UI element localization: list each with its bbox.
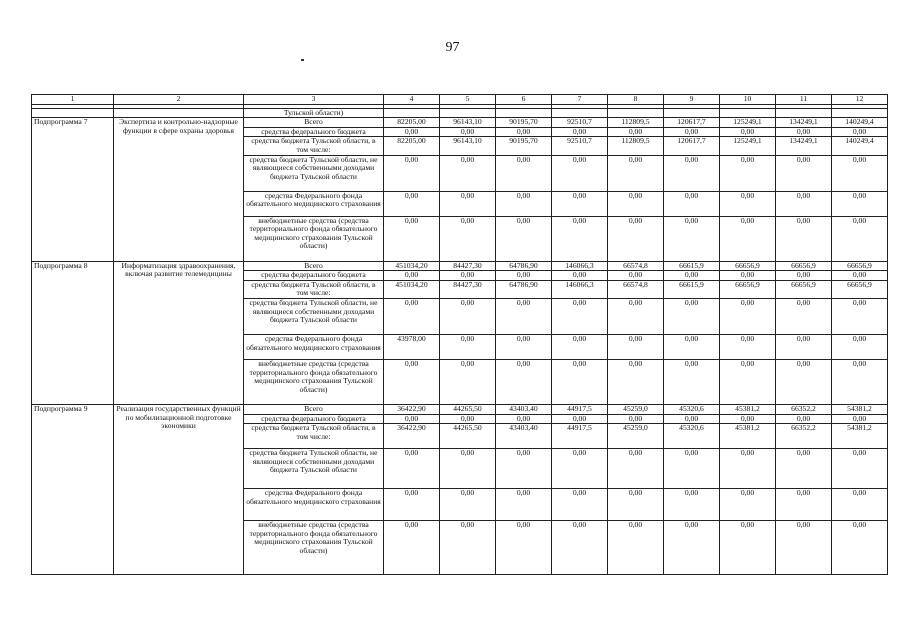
amount-cell: 0,00 [440, 216, 496, 261]
amount-cell: 0,00 [720, 191, 776, 216]
amount-cell: 0,00 [832, 271, 888, 281]
amount-cell: 0,00 [664, 191, 720, 216]
amount-cell: 84427,30 [440, 261, 496, 271]
amount-cell: 82205,00 [384, 118, 440, 128]
amount-cell: 0,00 [440, 298, 496, 334]
amount-cell: 0,00 [832, 216, 888, 261]
amount-cell: 0,00 [776, 155, 832, 191]
amount-cell: 0,00 [832, 359, 888, 404]
column-number: 2 [114, 95, 244, 105]
amount-cell: 140249,4 [832, 118, 888, 128]
amount-cell: 0,00 [440, 271, 496, 281]
amount-cell: 0,00 [776, 359, 832, 404]
funding-source-label: внебюджетные средства (средства территориального фонда обязательного медицинского страхования Тульской области) [244, 359, 384, 404]
table-row [32, 261, 888, 271]
column-number: 7 [552, 95, 608, 105]
amount-cell: 0,00 [440, 191, 496, 216]
amount-cell: 0,00 [384, 216, 440, 261]
amount-cell: 66352,2 [776, 404, 832, 414]
amount-cell: 0,00 [720, 359, 776, 404]
amount-cell: 0,00 [664, 334, 720, 359]
budget-table [31, 94, 888, 575]
amount-cell: 43978,00 [384, 334, 440, 359]
amount-cell: 0,00 [384, 489, 440, 521]
column-number: 6 [496, 95, 552, 105]
amount-cell: 0,00 [384, 127, 440, 137]
amount-cell: 140249,4 [832, 137, 888, 155]
amount-cell: 0,00 [608, 489, 664, 521]
column-number: 3 [244, 95, 384, 105]
funding-source-label: средства федерального бюджета [244, 271, 384, 281]
subprogram-code: Подпрограмма 7 [32, 118, 114, 261]
subprogram-name: Реализация государственных функций по мобилизационной подготовке экономики [114, 404, 244, 574]
amount-cell: 0,00 [552, 521, 608, 575]
amount-cell: 0,00 [496, 216, 552, 261]
amount-cell: 36422,90 [384, 424, 440, 449]
amount-cell: 134249,1 [776, 137, 832, 155]
amount-cell: 0,00 [552, 271, 608, 281]
amount-cell: 0,00 [496, 489, 552, 521]
amount-cell: 0,00 [664, 298, 720, 334]
amount-cell: 112809,5 [608, 137, 664, 155]
amount-cell: 146066,3 [552, 280, 608, 298]
funding-source-label: средства бюджета Тульской области, не являющиеся собственными доходами бюджета Тульской области [244, 298, 384, 334]
amount-cell: 66656,9 [776, 261, 832, 271]
amount-cell: 0,00 [720, 334, 776, 359]
funding-source-label: средства бюджета Тульской области, не являющиеся собственными доходами бюджета Тульской области [244, 449, 384, 489]
amount-cell: 0,00 [384, 298, 440, 334]
amount-cell: 64786,90 [496, 280, 552, 298]
funding-source-label: внебюджетные средства (средства территориального фонда обязательного медицинского страхования Тульской области) [244, 521, 384, 575]
amount-cell: 45381,2 [720, 424, 776, 449]
funding-source-label: средства бюджета Тульской области, не являющиеся собственными доходами бюджета Тульской области [244, 155, 384, 191]
amount-cell: 0,00 [384, 521, 440, 575]
amount-cell: 0,00 [664, 489, 720, 521]
amount-cell: 64786,90 [496, 261, 552, 271]
amount-cell: 0,00 [440, 359, 496, 404]
amount-cell: 0,00 [608, 414, 664, 424]
amount-cell: 0,00 [720, 127, 776, 137]
amount-cell: 0,00 [496, 334, 552, 359]
amount-cell: 0,00 [384, 359, 440, 404]
amount-cell: 66656,9 [720, 280, 776, 298]
amount-cell: 0,00 [776, 414, 832, 424]
amount-cell: 0,00 [608, 216, 664, 261]
amount-cell: 0,00 [496, 521, 552, 575]
amount-cell: 0,00 [720, 449, 776, 489]
amount-cell: 0,00 [664, 155, 720, 191]
amount-cell: 0,00 [664, 521, 720, 575]
column-number: 8 [608, 95, 664, 105]
amount-cell: 66615,9 [664, 261, 720, 271]
amount-cell: 44265,50 [440, 404, 496, 414]
amount-cell: 66656,9 [720, 261, 776, 271]
amount-cell: 0,00 [664, 127, 720, 137]
amount-cell: 45320,6 [664, 424, 720, 449]
amount-cell: 54381,2 [832, 404, 888, 414]
amount-cell: 0,00 [440, 521, 496, 575]
amount-cell: 0,00 [496, 414, 552, 424]
amount-cell: 84427,30 [440, 280, 496, 298]
amount-cell: 0,00 [664, 414, 720, 424]
amount-cell: 0,00 [832, 414, 888, 424]
amount-cell: 0,00 [664, 216, 720, 261]
amount-cell: 66656,9 [776, 280, 832, 298]
amount-cell: 0,00 [776, 298, 832, 334]
amount-cell: 0,00 [496, 127, 552, 137]
amount-cell: 0,00 [720, 521, 776, 575]
amount-cell: 43403,40 [496, 404, 552, 414]
funding-source-label: средства бюджета Тульской области, в том числе: [244, 424, 384, 449]
amount-cell: 0,00 [440, 334, 496, 359]
amount-cell: 82205,00 [384, 137, 440, 155]
column-number: 1 [32, 95, 114, 105]
amount-cell: 0,00 [440, 127, 496, 137]
amount-cell: 120617,7 [664, 137, 720, 155]
amount-cell: 451034,20 [384, 261, 440, 271]
amount-cell: 0,00 [608, 449, 664, 489]
amount-cell: 44917,5 [552, 424, 608, 449]
amount-cell: 0,00 [552, 359, 608, 404]
funding-source-label: средства Федерального фонда обязательного медицинского страхования [244, 489, 384, 521]
funding-source-label: Всего [244, 261, 384, 271]
amount-cell: 92510,7 [552, 137, 608, 155]
column-number: 10 [720, 95, 776, 105]
amount-cell: 0,00 [384, 449, 440, 489]
amount-cell: 0,00 [384, 191, 440, 216]
amount-cell: 0,00 [776, 521, 832, 575]
amount-cell: 45381,2 [720, 404, 776, 414]
amount-cell: 125249,1 [720, 118, 776, 128]
amount-cell: 0,00 [608, 191, 664, 216]
column-number: 5 [440, 95, 496, 105]
amount-cell: 0,00 [832, 191, 888, 216]
amount-cell: 0,00 [776, 127, 832, 137]
amount-cell: 0,00 [384, 155, 440, 191]
amount-cell: 0,00 [664, 359, 720, 404]
amount-cell: 43403,40 [496, 424, 552, 449]
amount-cell: 0,00 [552, 216, 608, 261]
amount-cell: 0,00 [496, 298, 552, 334]
amount-cell: 0,00 [552, 191, 608, 216]
amount-cell: 451034,20 [384, 280, 440, 298]
page-number: 97 [445, 40, 460, 55]
column-number: 11 [776, 95, 832, 105]
funding-source-label: средства федерального бюджета [244, 127, 384, 137]
amount-cell: 0,00 [440, 414, 496, 424]
amount-cell: 0,00 [384, 271, 440, 281]
amount-cell: 0,00 [832, 449, 888, 489]
amount-cell: 0,00 [832, 298, 888, 334]
amount-cell: 0,00 [776, 489, 832, 521]
amount-cell: 66656,9 [832, 261, 888, 271]
funding-source-label: средства Федерального фонда обязательного медицинского страхования [244, 191, 384, 216]
funding-source-label: средства бюджета Тульской области, в том числе: [244, 137, 384, 155]
amount-cell: 96143,10 [440, 118, 496, 128]
amount-cell: 0,00 [776, 271, 832, 281]
amount-cell: 0,00 [608, 155, 664, 191]
amount-cell: 0,00 [608, 271, 664, 281]
amount-cell: 0,00 [776, 216, 832, 261]
amount-cell: 0,00 [832, 489, 888, 521]
amount-cell: 0,00 [440, 449, 496, 489]
amount-cell: 54381,2 [832, 424, 888, 449]
amount-cell: 0,00 [720, 298, 776, 334]
amount-cell: 66574,8 [608, 280, 664, 298]
column-number: 12 [832, 95, 888, 105]
funding-source-label: Всего [244, 404, 384, 414]
funding-source-label: средства бюджета Тульской области, в том числе: [244, 280, 384, 298]
amount-cell: 0,00 [552, 127, 608, 137]
amount-cell: 112809,5 [608, 118, 664, 128]
funding-source-label: средства федерального бюджета [244, 414, 384, 424]
amount-cell: 0,00 [552, 414, 608, 424]
amount-cell: 96143,10 [440, 137, 496, 155]
amount-cell: 0,00 [608, 521, 664, 575]
amount-cell: 0,00 [720, 155, 776, 191]
amount-cell: 0,00 [608, 334, 664, 359]
amount-cell: 0,00 [608, 359, 664, 404]
amount-cell: 0,00 [552, 298, 608, 334]
table-row [32, 118, 888, 128]
amount-cell: 0,00 [720, 216, 776, 261]
carry-over-row [32, 108, 888, 118]
amount-cell: 0,00 [720, 414, 776, 424]
amount-cell: 45259,0 [608, 404, 664, 414]
column-number: 4 [384, 95, 440, 105]
amount-cell: 0,00 [552, 489, 608, 521]
amount-cell: 92510,7 [552, 118, 608, 128]
amount-cell: 134249,1 [776, 118, 832, 128]
amount-cell: 0,00 [496, 449, 552, 489]
amount-cell: 45320,6 [664, 404, 720, 414]
amount-cell: 0,00 [608, 298, 664, 334]
amount-cell: 0,00 [440, 155, 496, 191]
amount-cell: 0,00 [608, 127, 664, 137]
subprogram-code: Подпрограмма 9 [32, 404, 114, 574]
amount-cell: 45259,0 [608, 424, 664, 449]
amount-cell: 66574,8 [608, 261, 664, 271]
amount-cell: 0,00 [720, 489, 776, 521]
column-number: 9 [664, 95, 720, 105]
amount-cell: 0,00 [832, 127, 888, 137]
amount-cell: 0,00 [552, 449, 608, 489]
funding-source-label: средства Федерального фонда обязательного медицинского страхования [244, 334, 384, 359]
amount-cell: 0,00 [440, 489, 496, 521]
column-number-row [32, 95, 888, 105]
amount-cell: 66615,9 [664, 280, 720, 298]
amount-cell: 0,00 [496, 271, 552, 281]
amount-cell: 0,00 [496, 191, 552, 216]
subprogram-name: Информатизация здравоохранения, включая развитие телемедицины [114, 261, 244, 404]
amount-cell: 0,00 [776, 449, 832, 489]
subprogram-name: Экспертиза и контрольно-надзорные функции в сфере охраны здоровья [114, 118, 244, 261]
amount-cell: 0,00 [664, 449, 720, 489]
amount-cell: 0,00 [832, 334, 888, 359]
amount-cell: 0,00 [496, 155, 552, 191]
carry-over-label: Тульской области) [244, 108, 384, 118]
subprogram-code: Подпрограмма 8 [32, 261, 114, 404]
amount-cell: 0,00 [776, 191, 832, 216]
amount-cell: 125249,1 [720, 137, 776, 155]
amount-cell: 0,00 [496, 359, 552, 404]
table-row [32, 404, 888, 414]
amount-cell: 90195,70 [496, 137, 552, 155]
amount-cell: 0,00 [664, 271, 720, 281]
amount-cell: 0,00 [552, 155, 608, 191]
amount-cell: 0,00 [832, 521, 888, 575]
amount-cell: 66352,2 [776, 424, 832, 449]
amount-cell: 44265,50 [440, 424, 496, 449]
amount-cell: 146066,3 [552, 261, 608, 271]
amount-cell: 0,00 [384, 414, 440, 424]
amount-cell: 0,00 [776, 334, 832, 359]
amount-cell: 90195,70 [496, 118, 552, 128]
amount-cell: 66656,9 [832, 280, 888, 298]
amount-cell: 120617,7 [664, 118, 720, 128]
funding-source-label: внебюджетные средства (средства территориального фонда обязательного медицинского страхования Тульской области) [244, 216, 384, 261]
amount-cell: 0,00 [552, 334, 608, 359]
amount-cell: 36422,90 [384, 404, 440, 414]
amount-cell: 0,00 [832, 155, 888, 191]
amount-cell: 44917,5 [552, 404, 608, 414]
amount-cell: 0,00 [720, 271, 776, 281]
funding-source-label: Всего [244, 118, 384, 128]
stray-mark [301, 59, 304, 61]
